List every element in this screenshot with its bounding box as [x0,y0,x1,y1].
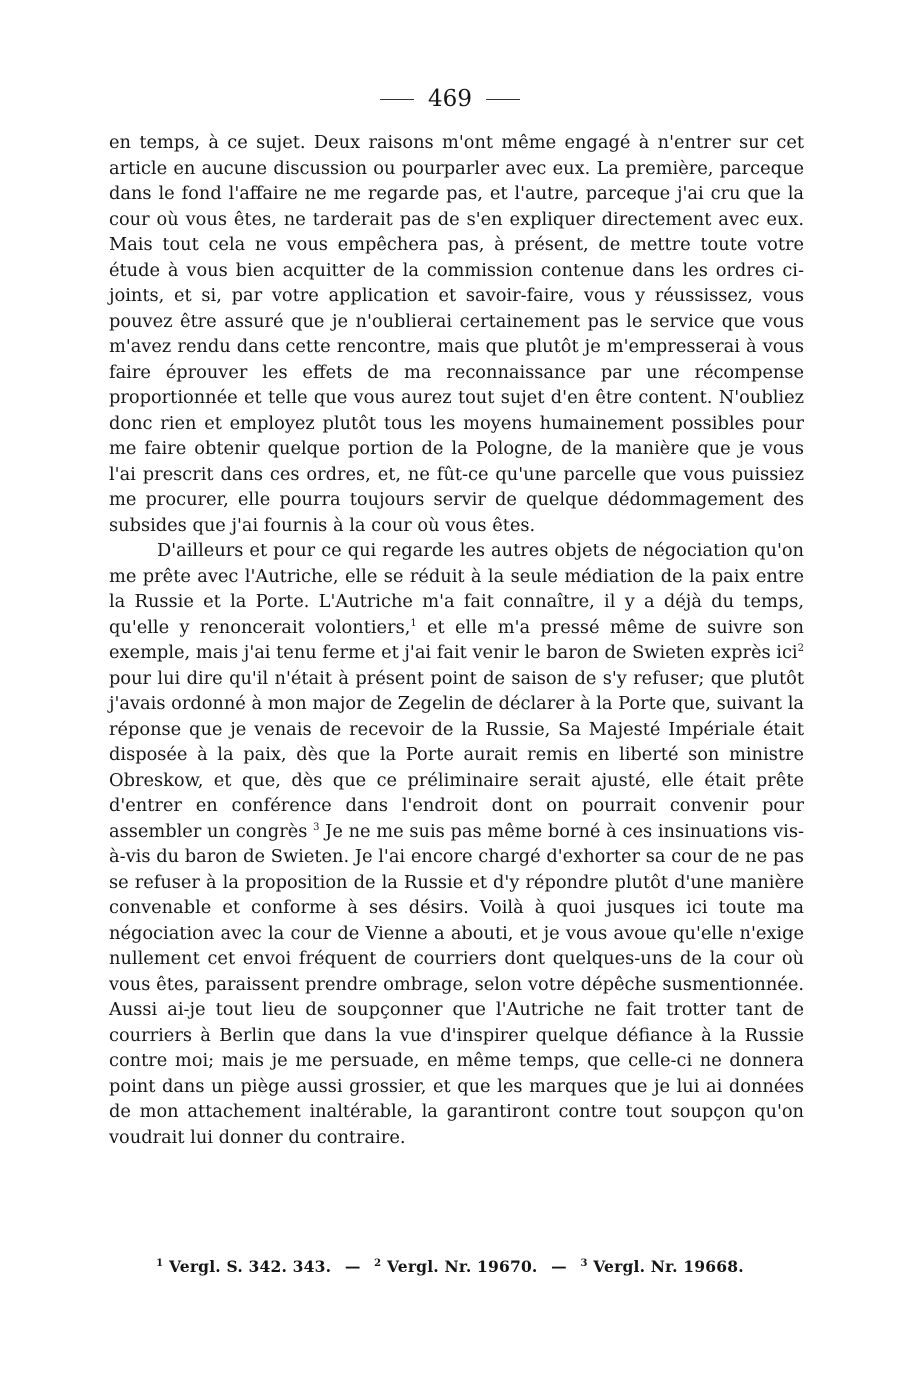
text-run: pour lui dire qu'il n'était à présent point de saison de s'y refuser; que plutôt j'avais ordonné à mon major de Zegelin de déclarer à la Porte que, suivant la réponse que je venais de recevoir de la Russie, Sa Majesté Impériale était disposée à la paix, dès que la Porte aurait remis en liberté son ministre Obreskow, et que, dès que ce préliminaire serait ajusté, elle était prête d'entrer en conférence dans l'endroit dont on pourrait convenir pour assembler un congrès [109,667,805,842]
footnote-1 [156,1257,331,1276]
footnote-marker: 3 [313,821,320,833]
header-rule-left [380,99,414,100]
footnote-text: Vergl. S. 342. 343. [168,1257,332,1276]
footnote-3 [580,1257,743,1276]
text-run: Je ne me suis pas même borné à ces insinuations vis-à-vis du baron de Swieten. Je l'ai encore chargé d'exhorter sa cour de ne pas se refuser à la proposition de la Russie et d'y répondre plutôt d'une manière convenable et conforme à ses désirs. Voilà à quoi jusques ici toute ma négociation avec la cour de Vienne a abouti, et je vous avoue qu'elle n'exige nullement cet envoi fréquent de courriers dont quelques-uns de la cour où vous êtes, paraissent prendre ombrage, selon votre dépêche susmentionnée. Aussi ai-je tout lieu de soupçonner que l'Autriche ne fait trotter tant de courriers à Berlin que dans la vue d'inspirer quelque défiance à la Russie contre moi; mais je me persuade, en même temps, que celle-ci ne donnera point dans un piège aussi grossier, et que les marques que je lui ai données de mon attachement inaltérable, la garantiront contre tout soupçon qu'on voudrait lui donner du contraire. [109,820,804,1148]
footnote-marker: 1 [410,617,417,629]
body-text [109,130,804,1150]
text-run: D'ailleurs et pour ce qui regarde les autres objets de négociation qu'on me prête avec l'Autriche, elle se réduit à la seule médiation de la paix entre la Russie et la Porte. L'Autriche m'a fait connaître, il y a déjà du temps, qu'elle y renoncerait volontiers, [109,540,804,638]
text-run: en temps, à ce sujet. Deux raisons m'ont même engagé à n'entrer sur cet article en aucune discussion ou pourparler avec eux. La première, parceque dans le fond l'affaire ne me regarde pas, et l'autre, parceque j'ai cru que la cour où vous êtes, ne tarderait pas de s'en expliquer directement avec eux. Mais tout cela ne vous empêchera pas, à présent, de mettre toute votre étude à vous bien acquitter de la commission contenue dans les ordres ci-joints, et si, par votre application et savoir-faire, vous y réussissez, vous pouvez être assuré que je n'oublierai certainement pas le service que vous m'avez rendu dans cette rencontre, mais que plutôt je m'empresserai à vous faire éprouver les effets de ma reconnaissance par une récompense proportionnée et telle que vous aurez tout sujet d'en être content. N'oubliez donc rien et employez plutôt tous les moyens humainement possibles pour me faire obtenir quelque portion de la Pologne, de la manière que je vous l'ai prescrit dans ces ordres, et, ne fût-ce qu'une parcelle que vous puissiez me procurer, elle pourra toujours servir de quelque dédommagement des subsides que j'ai fournis à la cour où vous êtes. [109,132,804,536]
page-number: 469 [428,86,472,112]
footnote-text: Vergl. Nr. 19670. [386,1257,538,1276]
footnote-separator: — [344,1257,361,1276]
footnote-number: 2 [374,1257,382,1269]
footnote-2 [374,1257,537,1276]
paragraph-1 [109,130,804,538]
page-header [0,84,900,114]
footnote-marker: 2 [797,643,804,655]
header-rule-right [486,99,520,100]
footnote-separator: — [551,1257,567,1276]
text-run: et elle m'a pressé même de suivre son exemple, mais j'ai tenu ferme et j'ai fait venir le baron de Swieten exprès ici [109,616,805,663]
footnote-number: 1 [156,1257,164,1269]
footnote-number: 3 [580,1257,588,1269]
footnote-text: Vergl. Nr. 19668. [593,1257,744,1276]
footnotes [0,1256,900,1278]
paragraph-2 [109,538,804,1150]
